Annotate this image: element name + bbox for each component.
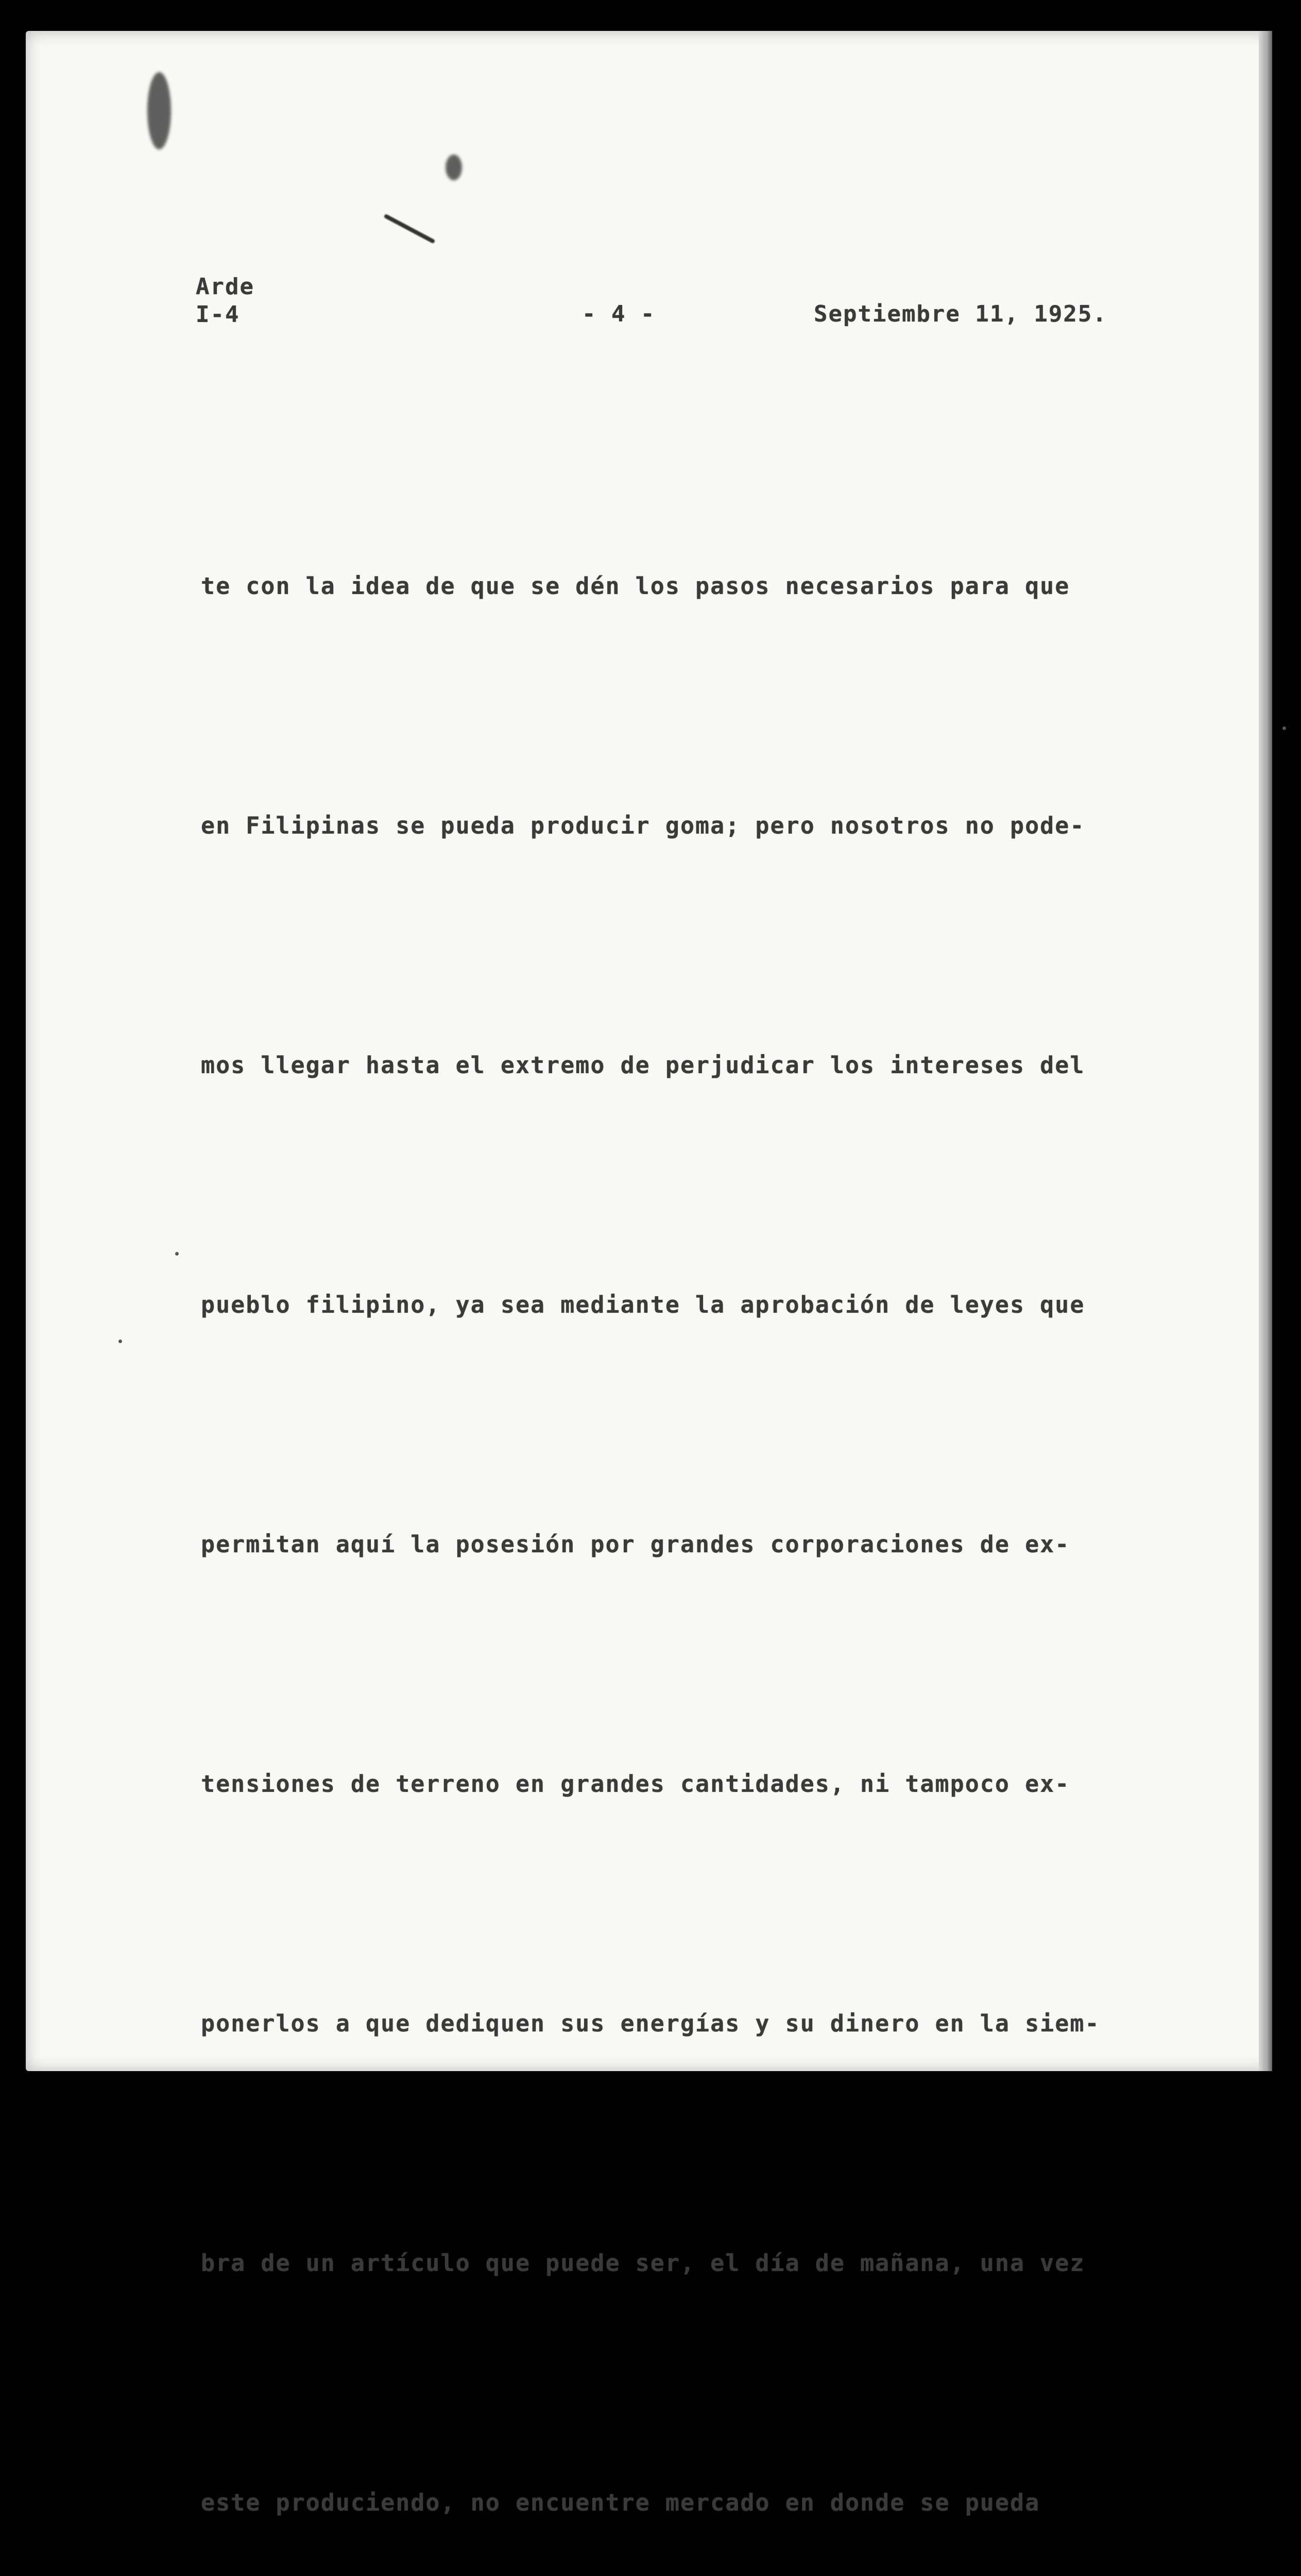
ink-blot [147,72,171,149]
text-line: este produciendo, no encuentre mercado en donde se pueda [201,2489,1040,2516]
ink-speck [1282,726,1286,730]
header-ref-line2: I-4 [196,301,240,328]
pen-mark [384,214,436,244]
text-line: en Filipinas se pueda producir goma; pero nosotros no pode- [201,812,1085,839]
page-number: - 4 - [582,301,656,327]
text-line: pueblo filipino, ya sea mediante la aprobación de leyes que [201,1291,1085,1318]
header-ref-line1: Arde [196,274,254,300]
page-header [26,273,1272,350]
text-line: ponerlos a que dediquen sus energías y su dinero en la siem- [201,2010,1100,2037]
text-line: te con la idea de que se dén los pasos necesarios para que [201,572,1070,600]
header-date: Septiembre 11, 1925. [814,301,1107,327]
ink-blot [446,155,462,180]
ink-speck [175,1252,179,1256]
document-page [26,31,1272,2516]
text-line: bra de un artículo que puede ser, el día de mañana, una vez [201,2249,1085,2277]
header-reference [196,273,254,329]
text-line: mos llegar hasta el extremo de perjudicar los intereses del [201,1052,1085,1079]
text-line: tensiones de terreno en grandes cantidades, ni tampoco ex- [201,1770,1070,1798]
ink-speck [118,1340,122,1343]
text-line: permitan aquí la posesión por grandes corporaciones de ex- [201,1531,1070,1558]
body-text [201,386,1138,2576]
